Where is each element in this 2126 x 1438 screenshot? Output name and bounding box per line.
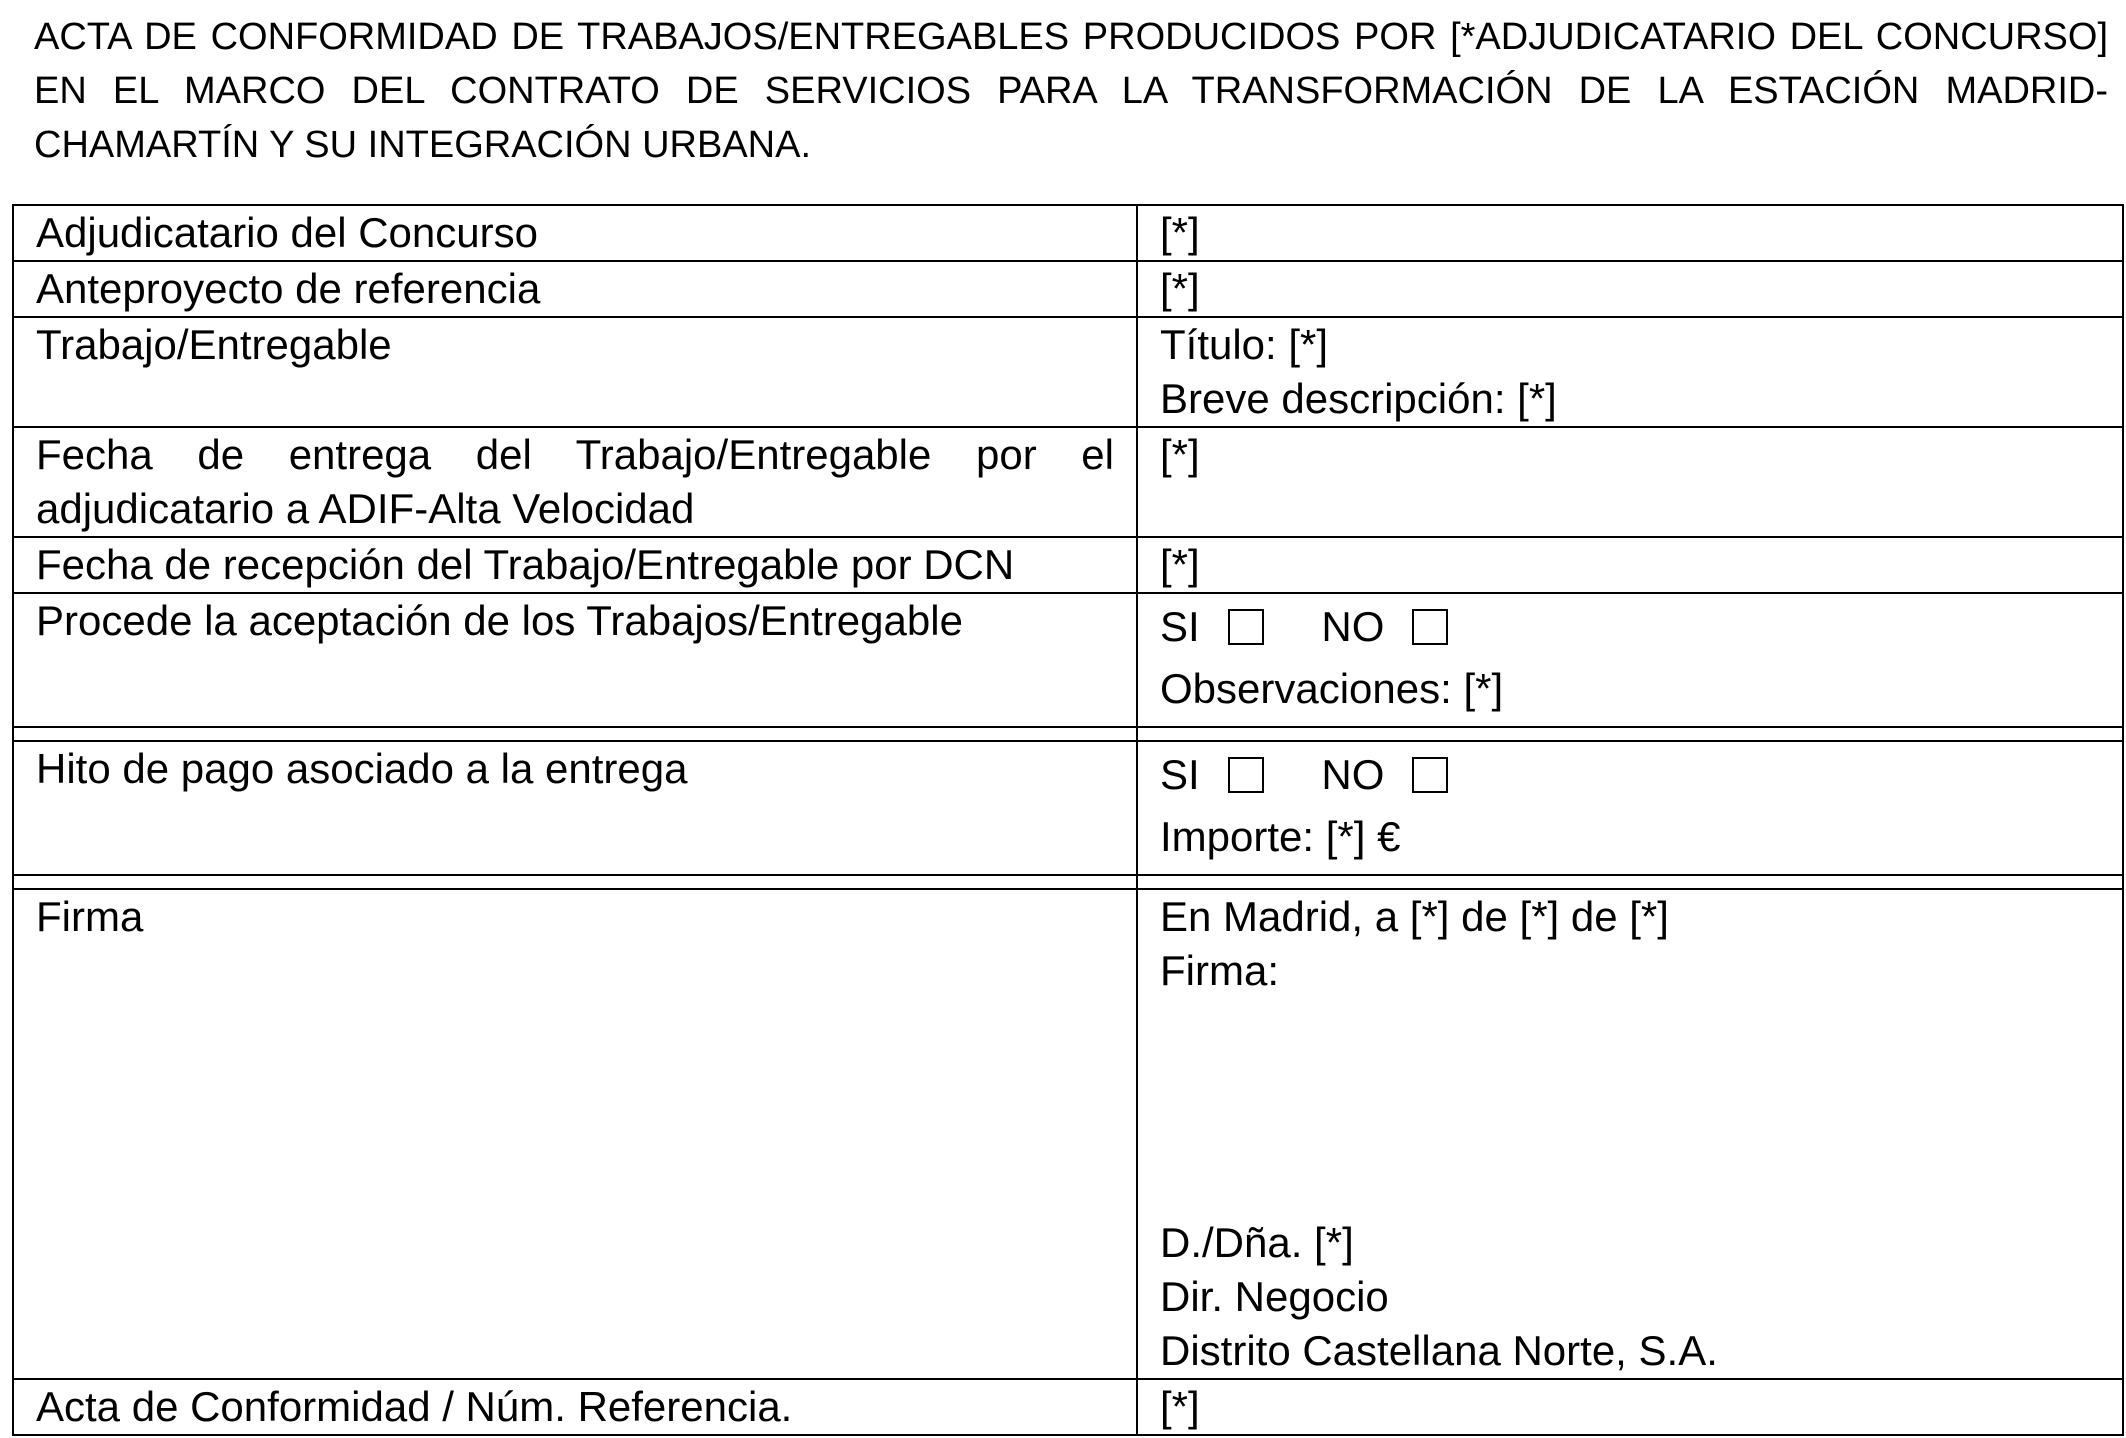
aceptacion-options [1160,594,2100,658]
signature-area[interactable] [1160,998,2100,1216]
row-separator [13,875,2123,889]
titulo-field[interactable]: Título: [*] [1160,321,1329,368]
row-value-cell [1137,593,2123,727]
row-value-cell [1137,741,2123,875]
importe-field[interactable]: Importe: [*] € [1160,813,1401,860]
row-value-cell [1137,317,2123,427]
row-value-field[interactable]: [*] [1137,537,2123,593]
table-row-hito-pago [13,741,2123,875]
conformity-form-table [12,204,2124,1436]
row-label: Fecha de entrega del Trabajo/Entregable por el adjudicatario a ADIF-Alta Velocidad [13,427,1137,537]
no-label: NO [1321,603,1385,650]
signer-name-field[interactable]: D./Dña. [*] [1160,1219,1354,1266]
table-row-trabajo-entregable [13,317,2123,427]
row-label: Adjudicatario del Concurso [13,205,1137,261]
table-row-aceptacion [13,593,2123,727]
table-row-anteproyecto [13,261,2123,317]
row-label: Acta de Conformidad / Núm. Referencia. [13,1379,1137,1435]
table-row-referencia [13,1379,2123,1435]
aceptacion-no-checkbox[interactable] [1412,609,1448,645]
separator-cell [13,875,1137,889]
signer-company: Distrito Castellana Norte, S.A. [1160,1327,1718,1374]
yes-label: SI [1160,603,1200,650]
signature-label: Firma: [1160,947,1279,994]
row-label: Anteproyecto de referencia [13,261,1137,317]
yes-label: SI [1160,751,1200,798]
row-value-field[interactable]: [*] [1137,261,2123,317]
row-label: Trabajo/Entregable [13,317,1137,427]
hito-no-option [1321,744,1448,806]
table-row-fecha-entrega [13,427,2123,537]
hito-yes-option [1160,744,1264,806]
document-title: ACTA DE CONFORMIDAD DE TRABAJOS/ENTREGABLES PRODUCIDOS POR [*ADJUDICATARIO DEL CONCURSO] EN EL MARCO DEL CONTRATO DE SERVICIOS PARA LA TRANSFORMACIÓN DE LA ESTACIÓN MADRID-CHAMARTÍN Y SU INTEGRACIÓN URBANA. [34,16,2108,166]
descripcion-field[interactable]: Breve descripción: [*] [1160,375,1557,422]
aceptacion-yes-checkbox[interactable] [1228,609,1264,645]
row-label: Firma [13,889,1137,1379]
table-row-fecha-recepcion [13,537,2123,593]
row-label: Fecha de recepción del Trabajo/Entregable por DCN [13,537,1137,593]
aceptacion-yes-option [1160,596,1264,658]
hito-pago-options [1160,742,2100,806]
hito-no-checkbox[interactable] [1412,757,1448,793]
place-date-field[interactable]: En Madrid, a [*] de [*] de [*] [1160,893,1669,940]
separator-cell [1137,727,2123,741]
row-value-field[interactable]: [*] [1137,427,2123,537]
row-value-field[interactable]: [*] [1137,1379,2123,1435]
separator-cell [1137,875,2123,889]
row-value-cell [1137,889,2123,1379]
table-row-firma [13,889,2123,1379]
row-separator [13,727,2123,741]
row-value-field[interactable]: [*] [1137,205,2123,261]
aceptacion-no-option [1321,596,1448,658]
table-row-adjudicatario [13,205,2123,261]
separator-cell [13,727,1137,741]
no-label: NO [1321,751,1385,798]
hito-yes-checkbox[interactable] [1228,757,1264,793]
signer-role: Dir. Negocio [1160,1273,1389,1320]
observaciones-field[interactable]: Observaciones: [*] [1160,665,1504,712]
row-label: Procede la aceptación de los Trabajos/Entregable [13,593,1137,727]
row-label: Hito de pago asociado a la entrega [13,741,1137,875]
